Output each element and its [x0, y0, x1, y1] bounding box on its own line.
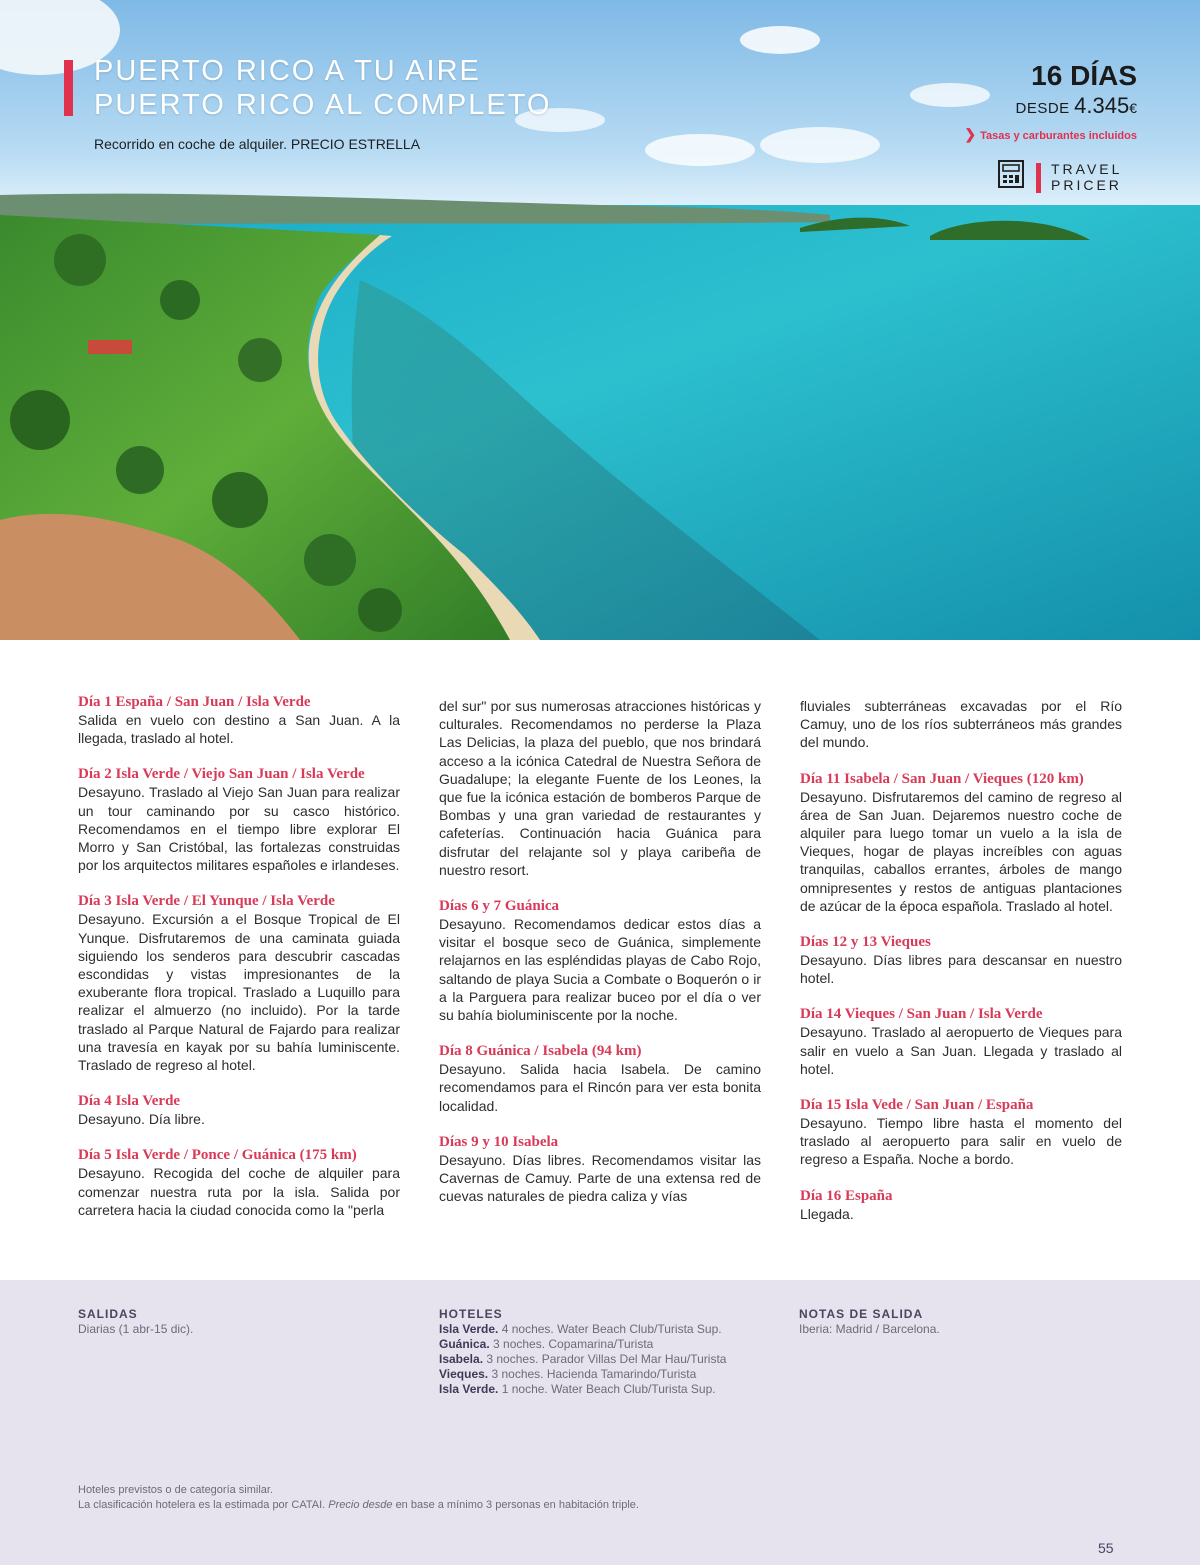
hoteles-title: HOTELES — [439, 1307, 503, 1321]
hoteles-block — [439, 1307, 726, 1397]
day-text: Desayuno. Salida hacia Isabela. De camino recomendamos para el Rincón para ver esta bonita localidad. — [439, 1061, 761, 1114]
hotel-place: Isabela. — [439, 1352, 484, 1366]
day-title: Día 1 España / San Juan / Isla Verde — [78, 694, 311, 710]
salidas-block — [78, 1307, 193, 1337]
footnote — [78, 1483, 639, 1513]
day-title: Día 8 Guánica / Isabela (94 km) — [439, 1043, 642, 1060]
trip-duration: 16 DÍAS — [1031, 60, 1137, 91]
notas-block — [799, 1307, 940, 1337]
hotel-place: Guánica. — [439, 1337, 490, 1351]
travel-pricer-line-2: PRICER — [1051, 177, 1122, 193]
salidas-text: Diarias (1 abr-15 dic). — [78, 1322, 194, 1336]
footnote-text-a: La clasificación hotelera es la estimada por CATAI. — [78, 1499, 326, 1511]
itinerary-day — [439, 697, 761, 879]
day-text: del sur" por sus numerosas atracciones históricas y culturales. Recomendamos no perderse la Plaza Las Delicias, la plaza del pueblo, que nos brindará acceso a la icónica Catedral de Nuestra Señora de Guadalupe; la elegante Fuente de los Leones, la que fue la icónica estación de bomberos Parque de Bombas y una gran variedad de restaurantes y cafeterías. Continuación hacia Guánica para disfrutar del relajante sol y playa caribeña de nuestro resort. — [439, 698, 761, 878]
notas-text: Iberia: Madrid / Barcelona. — [799, 1322, 940, 1336]
price-currency: € — [1129, 100, 1137, 116]
day-text: Salida en vuelo con destino a San Juan. A la llegada, traslado al hotel. — [78, 712, 400, 747]
day-text: Llegada. — [800, 1205, 854, 1222]
day-text: Desayuno. Tiempo libre hasta el momento del traslado al aeropuerto para salir en vuelo de regreso a España. Noche a bordo. — [800, 1115, 1122, 1168]
page-number: 55 — [1098, 1540, 1114, 1556]
day-text: Desayuno. Recogida del coche de alquiler para comenzar nuestra ruta por la isla. Salida por carretera hacia la ciudad conocida como la "perla — [78, 1165, 400, 1218]
itinerary-day — [800, 697, 1122, 752]
day-title: Día 16 España — [800, 1187, 893, 1204]
day-title: Día 3 Isla Verde / El Yunque / Isla Verde — [78, 893, 335, 910]
notas-title: NOTAS DE SALIDA — [799, 1307, 924, 1321]
itinerary-day — [800, 1096, 1122, 1169]
itinerary-day — [800, 933, 1122, 987]
price-value: 4.345 — [1074, 93, 1130, 118]
hotel-item — [439, 1382, 726, 1397]
itinerary-day — [800, 770, 1122, 915]
itinerary-day — [78, 892, 400, 1074]
itinerary-day — [78, 1092, 400, 1128]
footnote-line-2 — [78, 1498, 639, 1513]
hotel-place: Isla Verde. — [439, 1382, 499, 1396]
title-line-1: PUERTO RICO A TU AIRE — [94, 55, 481, 87]
day-text: Desayuno. Traslado al Viejo San Juan para realizar un tour caminando por su casco histórico. Recomendamos en el tiempo libre explorar El Morro y San Cristóbal, las fortalezas construidas por los arquitectos militares españoles e irlandeses. — [78, 784, 400, 874]
itinerary-day — [800, 1187, 1122, 1223]
footnote-line-1: Hoteles previstos o de categoría similar. — [78, 1484, 274, 1496]
chevron-right-icon: ❯ — [964, 126, 977, 142]
day-title: Días 12 y 13 Vieques — [800, 934, 931, 951]
itinerary-day — [78, 765, 400, 874]
page-title — [94, 54, 551, 122]
itinerary-day — [439, 1042, 761, 1115]
hotel-item — [439, 1337, 726, 1352]
day-text: Desayuno. Excursión a el Bosque Tropical de El Yunque. Disfrutaremos de una caminata guiada siguiendo los senderos para descubrir cascadas escondidas y vistas impresionantes de la exuberante flora tropical. Traslado a Luquillo para realizar el almuerzo (no incluido). Por la tarde traslado al Parque Natural de Fajardo para realizar una travesía en kayak por su bahía luminiscente. Traslado de regreso al hotel. — [78, 911, 400, 1074]
travel-pricer-text — [1051, 161, 1122, 193]
title-accent-bar — [64, 60, 73, 116]
itinerary-day — [439, 1133, 761, 1206]
footnote-text-b: Precio desde — [328, 1499, 393, 1511]
taxes-text: Tasas y carburantes incluidos — [980, 130, 1137, 142]
price-label: DESDE — [1015, 100, 1070, 117]
day-title: Día 15 Isla Vede / San Juan / España — [800, 1097, 1034, 1114]
info-band — [0, 1280, 1200, 1565]
day-text: Desayuno. Disfrutaremos del camino de regreso al área de San Juan. Dejaremos nuestro coche de alquiler para luego tomar un vuelo a la isla de Vieques, hogar de playas increíbles con aguas tranquilas, caballos errantes, árboles de mango omnipresentes y restos de antiguas plantaciones de azúcar de la época española. Traslado al hotel. — [800, 788, 1122, 914]
travel-pricer-badge — [998, 160, 1138, 196]
itinerary-column-3 — [800, 697, 1122, 1241]
travel-pricer-line-1: TRAVEL — [1051, 161, 1123, 177]
calculator-icon — [998, 160, 1024, 188]
hotel-detail: 3 noches. Parador Villas Del Mar Hau/Turista — [483, 1352, 727, 1366]
hotel-item — [439, 1352, 726, 1367]
day-title: Días 6 y 7 Guánica — [439, 898, 560, 915]
day-title: Día 5 Isla Verde / Ponce / Guánica (175 km) — [78, 1147, 357, 1164]
hotel-place: Isla Verde. — [439, 1322, 499, 1336]
itinerary-column-2 — [439, 697, 761, 1223]
day-text: Desayuno. Día libre. — [78, 1111, 205, 1128]
hotel-item — [439, 1322, 726, 1337]
itinerary-day — [800, 1005, 1122, 1078]
itinerary-day — [78, 693, 400, 747]
hotel-detail: 1 noche. Water Beach Club/Turista Sup. — [498, 1382, 716, 1396]
day-title: Día 11 Isabela / San Juan / Vieques (120 km) — [800, 770, 1084, 787]
itinerary-day — [439, 897, 761, 1024]
day-text: Desayuno. Recomendamos dedicar estos días a visitar el bosque seco de Guánica, simplemente relajarnos en las espléndidas playas de Cabo Rojo, saltando de playa Sucia a Combate o Boquerón o ir a la Parguera para realizar buceo por el día o ver su bahía bioluminiscente por la noche. — [439, 916, 761, 1024]
hotel-item — [439, 1367, 726, 1382]
title-line-2: PUERTO RICO AL COMPLETO — [94, 89, 552, 121]
day-text: Desayuno. Días libres para descansar en nuestro hotel. — [800, 952, 1122, 987]
subtitle: Recorrido en coche de alquiler. PRECIO ESTRELLA — [94, 136, 421, 152]
hotel-place: Vieques. — [439, 1367, 489, 1381]
hotel-detail: 4 noches. Water Beach Club/Turista Sup. — [498, 1322, 722, 1336]
footnote-text-c: en base a mínimo 3 personas en habitación triple. — [395, 1499, 639, 1511]
hero-image — [0, 0, 1200, 640]
day-title: Días 9 y 10 Isabela — [439, 1133, 559, 1150]
salidas-title: SALIDAS — [78, 1307, 138, 1321]
hotel-detail: 3 noches. Hacienda Tamarindo/Turista — [488, 1367, 697, 1381]
taxes-note — [964, 126, 1137, 143]
day-title: Día 14 Vieques / San Juan / Isla Verde — [800, 1006, 1043, 1023]
day-text: Desayuno. Días libres. Recomendamos visitar las Cavernas de Camuy. Parte de una extensa red de cuevas naturales de piedra caliza y vías — [439, 1151, 761, 1205]
travel-pricer-bar — [1036, 163, 1041, 193]
day-title: Día 2 Isla Verde / Viejo San Juan / Isla Verde — [78, 766, 365, 783]
itinerary-day — [78, 1146, 400, 1219]
day-text: fluviales subterráneas excavadas por el Río Camuy, uno de los ríos subterráneos más grandes del mundo. — [800, 698, 1122, 751]
itinerary-column-1 — [78, 693, 400, 1237]
day-title: Día 4 Isla Verde — [78, 1093, 181, 1110]
price — [1016, 93, 1138, 119]
hotel-detail: 3 noches. Copamarina/Turista — [489, 1337, 654, 1351]
day-text: Desayuno. Traslado al aeropuerto de Vieques para salir en vuelo a San Juan. Llegada y traslado al hotel. — [800, 1024, 1122, 1077]
